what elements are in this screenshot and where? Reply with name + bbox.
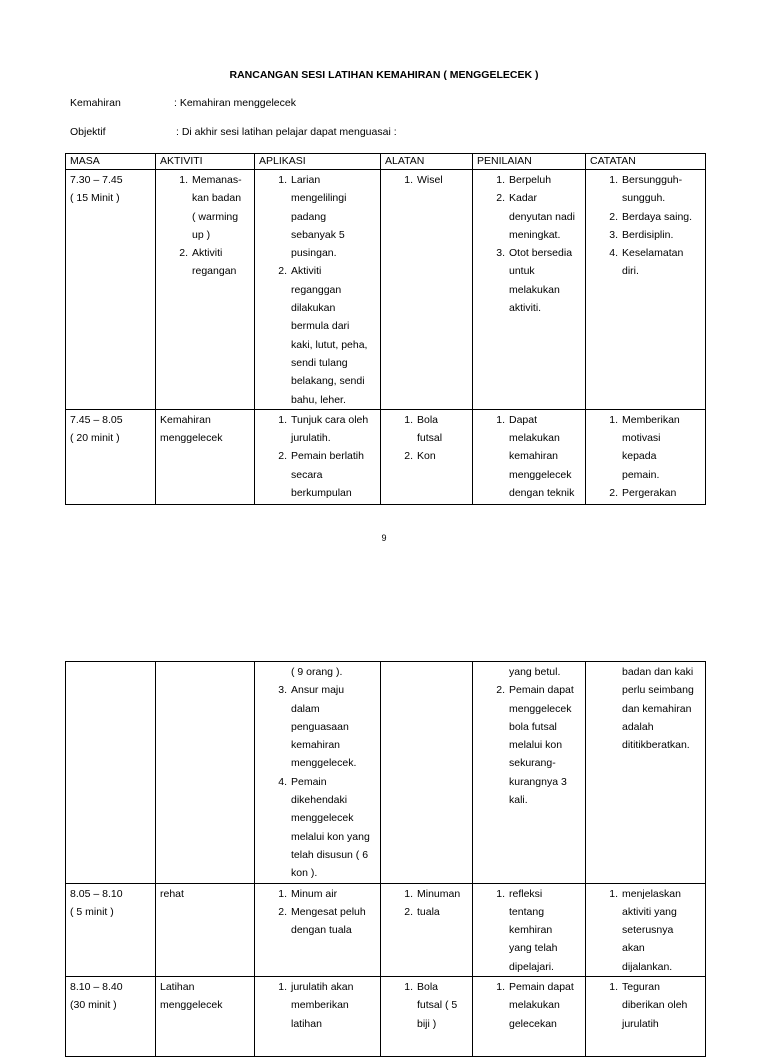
cell-line: Pemain dapat (509, 684, 574, 697)
list-number: 2. (179, 247, 188, 260)
numbered-list (278, 885, 376, 940)
list-item (609, 411, 701, 484)
cell-penilaian (473, 662, 586, 884)
list-number: 1. (404, 413, 413, 426)
objektif-value: : Di akhir sesi latihan pelajar dapat menguasai : (176, 126, 397, 138)
list-item (496, 978, 581, 1033)
cell-line: Berdaya saing. (622, 210, 693, 223)
numbered-list (609, 978, 701, 1033)
cell-line: badan dan kaki (622, 666, 694, 678)
numbered-list (609, 885, 701, 976)
list-item (278, 447, 376, 502)
list-item (404, 171, 468, 189)
cell-line: bola futsal (509, 720, 557, 733)
cell-alatan (381, 662, 473, 884)
list-item (609, 171, 701, 208)
cell-line: Memanas- (192, 174, 242, 186)
cell-line: Memberikan (622, 413, 680, 426)
list-item (278, 681, 376, 772)
table-row (66, 170, 706, 410)
cell-line: Otot bersedia (509, 247, 573, 260)
list-item (496, 885, 581, 976)
numbered-list (404, 885, 468, 922)
cell-line: latihan (291, 1017, 322, 1030)
cell-aplikasi (255, 662, 381, 884)
page-number: 9 (381, 533, 387, 543)
cell-line: kali. (509, 794, 528, 807)
cell-line: dititikberatkan. (622, 739, 690, 752)
objektif-label: Objektif (70, 126, 106, 138)
header-alatan: ALATAN (381, 154, 473, 170)
cell-line: melakukan (509, 432, 560, 445)
list-item (496, 411, 581, 502)
list-number: 1. (179, 174, 188, 186)
list-number: 1. (404, 174, 413, 186)
numbered-list (404, 978, 468, 1033)
cell-line: Kon (417, 450, 436, 463)
cell-line: Aktiviti (192, 247, 223, 260)
cell-line: Kemahiran (160, 413, 211, 426)
cell-line: kurangnya 3 (509, 775, 567, 788)
session-plan-table-page1 (65, 153, 706, 505)
cell-line: ( 15 Minit ) (70, 192, 120, 205)
cell-aplikasi (255, 409, 381, 504)
header-aktiviti: AKTIVITI (156, 154, 255, 170)
cell-line: mengelilingi (291, 192, 347, 205)
cell-penilaian (473, 977, 586, 1057)
session-plan-table-page2 (65, 661, 706, 1057)
cell-aplikasi (255, 883, 381, 976)
list-number: 1. (278, 887, 287, 900)
cell-line: Pemain (291, 775, 327, 788)
cell-line: Pemain berlatih (291, 450, 364, 463)
cell-line: sendi tulang (291, 356, 348, 369)
list-item (609, 244, 701, 281)
cell-masa (66, 883, 156, 976)
cell-line: sungguh. (622, 192, 666, 205)
cell-line: rehat (160, 887, 184, 900)
cell-line: up ) (192, 228, 211, 241)
list-number: 1. (496, 887, 505, 900)
cell-line: menggelecek (509, 702, 572, 715)
list-number: 1. (496, 981, 505, 994)
cell-line: dipelajari. (509, 960, 554, 973)
header-catatan: CATATAN (586, 154, 706, 170)
cell-line: dijalankan. (622, 960, 673, 973)
numbered-list (496, 681, 581, 809)
cell-alatan (381, 883, 473, 976)
list-item (404, 903, 468, 921)
numbered-list (496, 411, 581, 502)
cell-line: kaki, lutut, peha, (291, 338, 368, 351)
cell-line: Berpeluh (509, 174, 552, 186)
list-item (278, 411, 376, 448)
numbered-list (278, 978, 376, 1033)
cell-line: menggelecek (160, 432, 223, 445)
cell-line: seterusnya (622, 924, 674, 937)
list-item (404, 978, 468, 1033)
cell-masa (66, 662, 156, 884)
list-number: 1. (496, 413, 505, 426)
cell-line: bermula dari (291, 320, 350, 333)
cell-line: 8.05 – 8.10 (70, 887, 123, 900)
numbered-list (278, 681, 376, 882)
list-item (609, 226, 701, 244)
cell-line: Bola (417, 413, 439, 426)
cell-line: refleksi (509, 887, 543, 900)
numbered-list (609, 171, 701, 281)
cell-line: penguasaan (291, 720, 349, 733)
cell-line: Tunjuk cara oleh (291, 413, 369, 426)
cell-line: dan kemahiran (622, 702, 692, 715)
cell-line: menggelecek (160, 999, 223, 1012)
cell-line: secara (291, 468, 323, 481)
list-number: 3. (609, 228, 618, 241)
cell-line: kemahiran (509, 450, 559, 463)
list-item (609, 978, 701, 1033)
cell-line: sekurang- (509, 757, 556, 770)
cell-line: diberikan oleh (622, 999, 688, 1012)
cell-line: Kadar (509, 192, 538, 205)
cell-aplikasi (255, 977, 381, 1057)
cell-line: dilakukan (291, 302, 336, 315)
cell-line: jurulatih akan (291, 981, 354, 994)
list-item (179, 171, 250, 244)
list-item (278, 262, 376, 408)
cell-line: ( 5 minit ) (70, 905, 114, 918)
list-number: 1. (609, 887, 618, 900)
list-number: 1. (609, 981, 618, 994)
list-number: 2. (496, 192, 505, 205)
cell-line: kemahiran (291, 739, 341, 752)
cell-masa (66, 977, 156, 1057)
cell-line: menggelecek (509, 468, 572, 481)
cell-line: Larian (291, 174, 321, 186)
list-number: 2. (609, 210, 618, 223)
table-header-row (66, 154, 706, 170)
cell-line: ( 20 minit ) (70, 432, 120, 445)
list-item (609, 885, 701, 976)
numbered-list (404, 411, 468, 466)
list-item (278, 773, 376, 883)
cell-line: melakukan (509, 999, 560, 1012)
numbered-list (609, 411, 701, 502)
list-item (496, 189, 581, 244)
kemahiran-row (70, 97, 296, 109)
cell-line: ( 9 orang ). (291, 666, 343, 678)
list-number: 2. (496, 684, 505, 697)
numbered-list (278, 411, 376, 502)
cell-line: Teguran (622, 981, 660, 994)
cell-line: kepada (622, 450, 657, 463)
cell-line: yang betul. (509, 666, 561, 678)
cell-line: reganggan (291, 283, 342, 296)
table-row (66, 883, 706, 976)
list-number: 1. (609, 174, 618, 186)
list-number: 2. (404, 905, 413, 918)
list-item (278, 978, 376, 1033)
cell-line: berkumpulan (291, 487, 352, 500)
cell-line: (30 minit ) (70, 999, 117, 1012)
table-row (66, 977, 706, 1057)
cell-catatan (586, 662, 706, 884)
cell-line: motivasi (622, 432, 661, 445)
cell-line: futsal ( 5 (417, 999, 458, 1012)
cell-line: jurulatih. (291, 432, 331, 445)
objektif-row (70, 126, 397, 138)
cell-line: ( warming (192, 210, 239, 223)
cell-line: Bola (417, 981, 439, 994)
list-number: 2. (404, 450, 413, 463)
cell-line: Wisel (417, 174, 443, 186)
cell-line: regangan (192, 265, 237, 278)
cell-line: aktiviti. (509, 302, 542, 315)
list-item (404, 447, 468, 465)
cell-line: dikehendaki (291, 794, 348, 807)
list-number: 2. (609, 487, 618, 500)
cell-line: tentang (509, 905, 545, 918)
cell-penilaian (473, 883, 586, 976)
cell-line: gelecekan (509, 1017, 557, 1030)
list-number: 1. (404, 887, 413, 900)
cell-aktiviti (156, 883, 255, 976)
cell-line: dengan teknik (509, 487, 575, 500)
cell-line: kan badan (192, 192, 242, 205)
list-number: 2. (278, 265, 287, 278)
numbered-list (404, 171, 468, 189)
cell-line: Bersungguh- (622, 174, 683, 186)
cell-catatan (586, 170, 706, 410)
list-item (278, 171, 376, 262)
list-number: 1. (404, 981, 413, 994)
cell-line: Ansur maju (291, 684, 345, 697)
list-item (404, 411, 468, 448)
cell-line: memberikan (291, 999, 349, 1012)
list-number: 1. (278, 174, 287, 186)
table-row (66, 662, 706, 884)
cell-line: Berdisiplin. (622, 228, 674, 241)
kemahiran-label: Kemahiran (70, 97, 121, 109)
cell-line: menjelaskan (622, 887, 681, 900)
header-masa: MASA (66, 154, 156, 170)
table-row (66, 409, 706, 504)
list-item (278, 903, 376, 940)
cell-line: untuk (509, 265, 535, 278)
kemahiran-value: : Kemahiran menggelecek (174, 97, 296, 109)
cell-line: melakukan (509, 283, 560, 296)
cell-line: biji ) (417, 1017, 437, 1030)
list-number: 2. (278, 905, 287, 918)
cell-line: kemhiran (509, 924, 553, 937)
cell-catatan (586, 883, 706, 976)
list-item (609, 208, 701, 226)
cell-line: jurulatih (622, 1017, 659, 1030)
list-number: 1. (609, 413, 618, 426)
cell-line: aktiviti yang (622, 905, 677, 918)
cell-line: telah disusun ( 6 (291, 848, 369, 861)
cell-line: denyutan nadi (509, 210, 575, 223)
list-item (496, 171, 581, 189)
cell-line: Pemain dapat (509, 981, 574, 994)
cell-line: Minuman (417, 887, 461, 900)
cell-line: Dapat (509, 413, 538, 426)
cell-line: adalah (622, 720, 654, 733)
cell-line: melalui kon (509, 739, 563, 752)
list-item (609, 484, 701, 502)
header-penilaian: PENILAIAN (473, 154, 586, 170)
cell-line: meningkat. (509, 228, 561, 241)
cell-line: Minum air (291, 887, 338, 900)
cell-line: Mengesat peluh (291, 905, 366, 918)
cell-alatan (381, 977, 473, 1057)
numbered-list (496, 171, 581, 317)
cell-alatan (381, 170, 473, 410)
list-item (496, 681, 581, 809)
document-title: RANCANGAN SESI LATIHAN KEMAHIRAN ( MENGGELECEK ) (229, 69, 539, 81)
list-item (179, 244, 250, 281)
cell-line: Aktiviti (291, 265, 322, 278)
cell-line: pemain. (622, 468, 660, 481)
list-item (496, 244, 581, 317)
list-number: 1. (496, 174, 505, 186)
cell-line: yang telah (509, 942, 558, 955)
cell-line: pusingan. (291, 247, 337, 260)
cell-penilaian (473, 409, 586, 504)
header-aplikasi: APLIKASI (255, 154, 381, 170)
cell-masa (66, 170, 156, 410)
cell-catatan (586, 409, 706, 504)
cell-line: Pergerakan (622, 487, 677, 500)
cell-line: 7.45 – 8.05 (70, 413, 123, 426)
cell-line: akan (622, 942, 645, 955)
list-item (404, 885, 468, 903)
cell-penilaian (473, 170, 586, 410)
cell-aplikasi (255, 170, 381, 410)
cell-aktiviti (156, 662, 255, 884)
cell-line: dengan tuala (291, 924, 352, 937)
cell-line: Latihan (160, 981, 195, 994)
cell-line: menggelecek. (291, 757, 357, 770)
cell-line: kon ). (291, 867, 318, 880)
list-number: 4. (278, 775, 287, 788)
cell-alatan (381, 409, 473, 504)
cell-line: bahu, leher. (291, 393, 346, 406)
cell-masa (66, 409, 156, 504)
cell-line: padang (291, 210, 327, 223)
cell-line: perlu seimbang (622, 684, 694, 697)
cell-line: 8.10 – 8.40 (70, 981, 123, 994)
cell-line: menggelecek (291, 812, 354, 825)
cell-line: 7.30 – 7.45 (70, 174, 123, 186)
cell-line: Keselamatan (622, 247, 684, 260)
cell-line: belakang, sendi (291, 375, 365, 388)
list-number: 1. (278, 413, 287, 426)
numbered-list (179, 171, 250, 281)
cell-catatan (586, 977, 706, 1057)
cell-line: melalui kon yang (291, 830, 370, 843)
cell-line: dalam (291, 702, 320, 715)
list-number: 4. (609, 247, 618, 260)
cell-aktiviti (156, 409, 255, 504)
cell-aktiviti (156, 977, 255, 1057)
cell-line: diri. (622, 265, 639, 278)
numbered-list (278, 171, 376, 409)
cell-line: sebanyak 5 (291, 228, 345, 241)
cell-line: futsal (417, 432, 443, 445)
list-number: 2. (278, 450, 287, 463)
numbered-list (496, 978, 581, 1033)
list-number: 3. (278, 684, 287, 697)
list-number: 1. (278, 981, 287, 994)
list-item (278, 885, 376, 903)
list-number: 3. (496, 247, 505, 260)
cell-aktiviti (156, 170, 255, 410)
cell-line: tuala (417, 905, 440, 918)
numbered-list (496, 885, 581, 976)
